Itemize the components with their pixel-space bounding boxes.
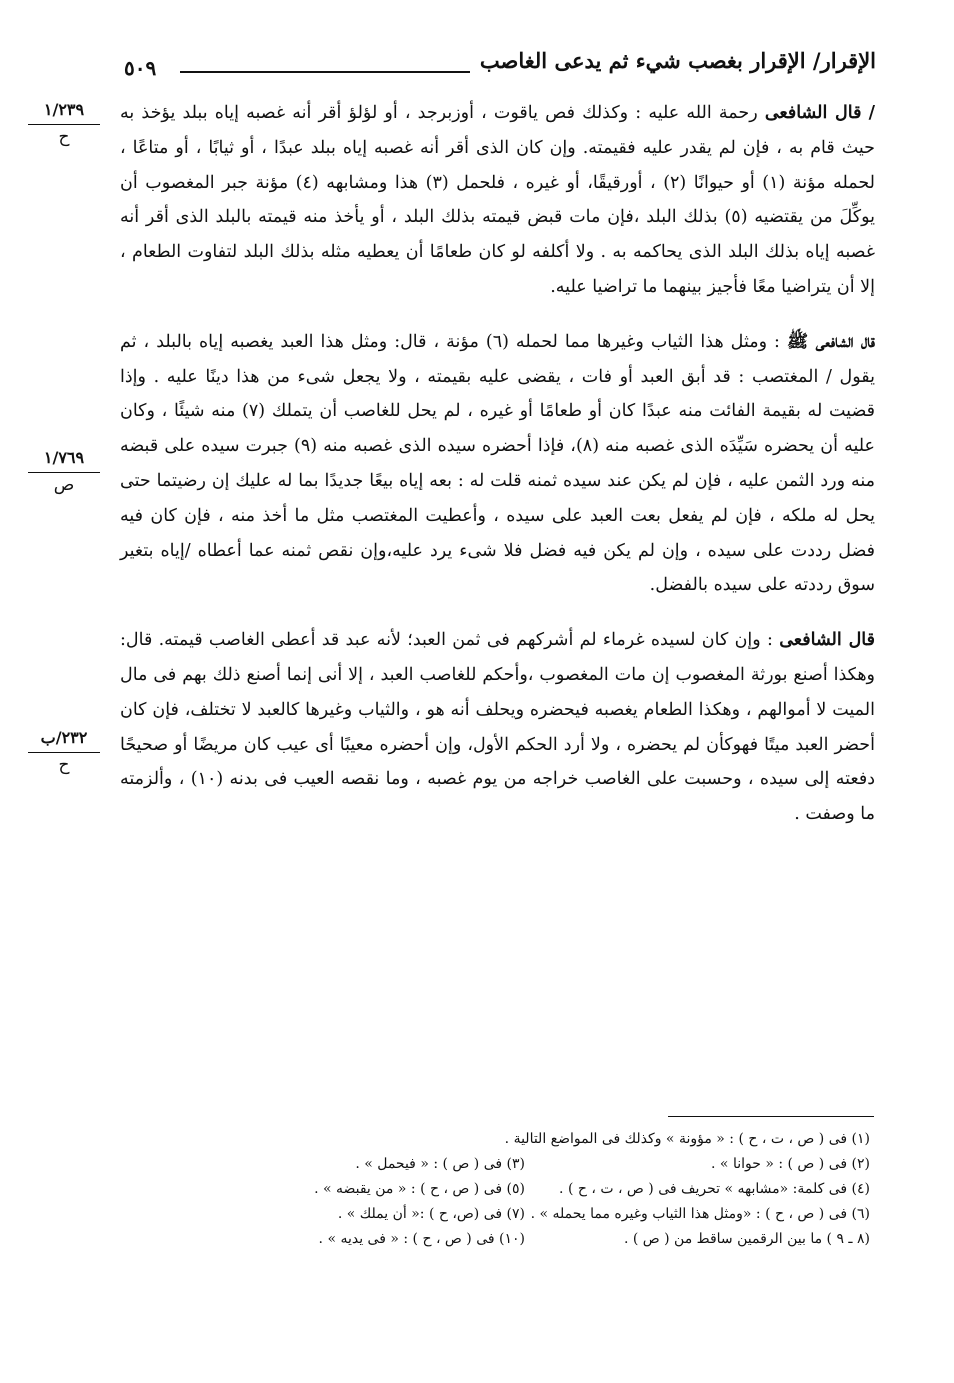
paragraph-text: رحمة الله عليه : وكذلك فص ياقوت ، أوزبرجد ، أو لؤلؤ أقر أنه غصبه إياه ببلد يؤخذ به حيث قام به ، فإن لم يقدر عليه فقيمته. وإن كان الذى أقر أنه غصبه إياه ببلد عبدًا ، أو ثيابًا ، أو متاعًا ، لحمله مؤنة (١) أو حيوانًا (٢) ، أورقيقًا، أو غيره ، فلحمل (٣) هذا ومشابهه (٤) مؤنة جبر المغصوب أن يوكِّلَ من يقتضيه (٥) بذلك البلد ،فإن مات قبض قيمته بذلك البلد ، أو يأخذ منه قيمته بالبلد الذى أقر أنه غصبه إياه بذلك البلد الذى يحاكمه به . ولا أكلفه لو كان طعامًا أن يعطيه مثله بذلك البلد لتفاوت الطعام ، إلا أن يتراضيا معًا فأجيز بينهما ما تراضيا عليه.	[120, 103, 875, 297]
footnote-row	[180, 1202, 870, 1227]
margin-manuscript: ح	[58, 755, 70, 775]
margin-manuscript: ص	[53, 475, 75, 495]
footnote-row	[180, 1127, 870, 1152]
margin-manuscript: ح	[58, 127, 70, 147]
footnotes	[180, 1127, 870, 1252]
header-rule	[180, 71, 470, 73]
paragraph-text: : ومثل هذا الثياب وغيرها مما لحمله (٦) مؤنة ، قال: ومثل هذا العبد يغصبه إياه بالبلد ، ثم يقول / المغتصب : قد أبق العبد أو فات ، يقضى عليه بقيمته ، ولا يجعل شىء من هذا دينًا عليه . وإذا قضيت له بقيمة الفائت منه عبدًا كان أو طعامًا أو غيره ، لم يحل للغاصب أن يتملك (٧) منه شيئًا ، وكان عليه أن يحضره سَيِّدَه الذى غصبه منه (٨)، فإذا أحضره سيده الذى غصبه منه (٩) جبرت سيده على قبضه منه ورد الثمن عليه ، فإن لم يكن عند سيده ثمنه قلت له : بعه إياه بيعًا جديدًا بما له عليك إن رضيتما حتى يحل له ملكه ، فإن لم يفعل بعت العبد على سيده ، وأعطيت المغتصب مثل ما أخذ منه ، فإن كان فيه فضل رددت على سيده ، وإن لم يكن فيه فضل فلا شىء يرد عليه،وإن نقص ثمنه عما أعطاه /إياه بتغير سوق رددته على سيده بالفضل.	[120, 331, 875, 596]
paragraph	[120, 325, 875, 603]
speaker-label: قال الشافعى	[764, 103, 862, 123]
running-header-title: الإقرار/ الإقرار بغصب شيء ثم يدعى الغاصب	[479, 48, 876, 73]
speaker-label: قال الشافعى ﷺ	[786, 331, 875, 352]
footnote-row	[180, 1227, 870, 1252]
footnote: (٨ ـ ٩ ) ما بين الرقمين ساقط من ( ص ) .	[623, 1231, 870, 1247]
footnote-row	[180, 1177, 870, 1202]
footnote: (٤) فى كلمة: «مشابهه » تحريف فى ( ص ، ت ، ح ) .	[559, 1181, 870, 1197]
paragraph	[120, 96, 875, 305]
footnote: (٢) فى ( ص ) : « حوانا » .	[711, 1156, 870, 1172]
main-text	[120, 96, 875, 832]
paragraph	[120, 623, 875, 832]
footnote-rule	[668, 1116, 874, 1117]
footnote-row	[180, 1152, 870, 1177]
footnote: (٥) فى ( ص ، ح ) : « من يقبضه » .	[314, 1181, 525, 1197]
margin-folio: ١/٧٦٩	[28, 448, 100, 473]
page-number: ٥٠٩	[124, 56, 157, 80]
margin-folio: ٢٣٢/ب	[28, 728, 100, 753]
footnote: (٣) فى ( ص ) : « فيحمل » .	[355, 1156, 525, 1172]
footnote: (٦) فى ( ص ، ح ) : «ومثل هذا الثياب وغيره مما يحمله » .	[530, 1206, 870, 1222]
speaker-label: قال الشافعى	[779, 630, 875, 651]
footnote: (١) فى ( ص ، ت ، ح ) : « مؤونة » وكذلك فى المواضع التالية .	[504, 1131, 870, 1147]
margin-folio: ١/٢٣٩	[28, 100, 100, 125]
footnote: (١٠) فى ( ص ، ح ) : « فى يديه » .	[318, 1231, 525, 1247]
margin-reference	[28, 100, 100, 147]
paragraph-prefix: /	[868, 103, 875, 123]
margin-reference	[28, 728, 100, 775]
paragraph-text: : وإن كان لسيده غرماء لم أشركهم فى ثمن العبد؛ لأنه عبد قد أعطى الغاصب قيمته. قال: وهكذا أصنع بورثة المغصوب إن مات المغصوب ،وأحكم للغاصب العبد ، إلا أنى إنما أصنع ذلك بهم فى مال الميت لا أموالهم ، وهكذا الطعام يغصبه فيحضره ويحلف أنه هو ، والثياب وغيرها كالعبد لا تختلف، فإن كان أحضر العبد ميتًا فهوكأن لم يحضره ، ولا أرد الحكم الأول، وإن أحضره معيبًا أى عيب كان مريضًا أو صحيحًا دفعته إلى سيده ، وحسبت على الغاصب خراجه من يوم غصبه ، وما نقصه العيب فى بدنه (١٠) ، وألزمته ما وصفت .	[120, 630, 875, 825]
margin-reference	[28, 448, 100, 495]
footnote: (٧) فى (ص، ح ) :« أن يملك » .	[337, 1206, 525, 1222]
